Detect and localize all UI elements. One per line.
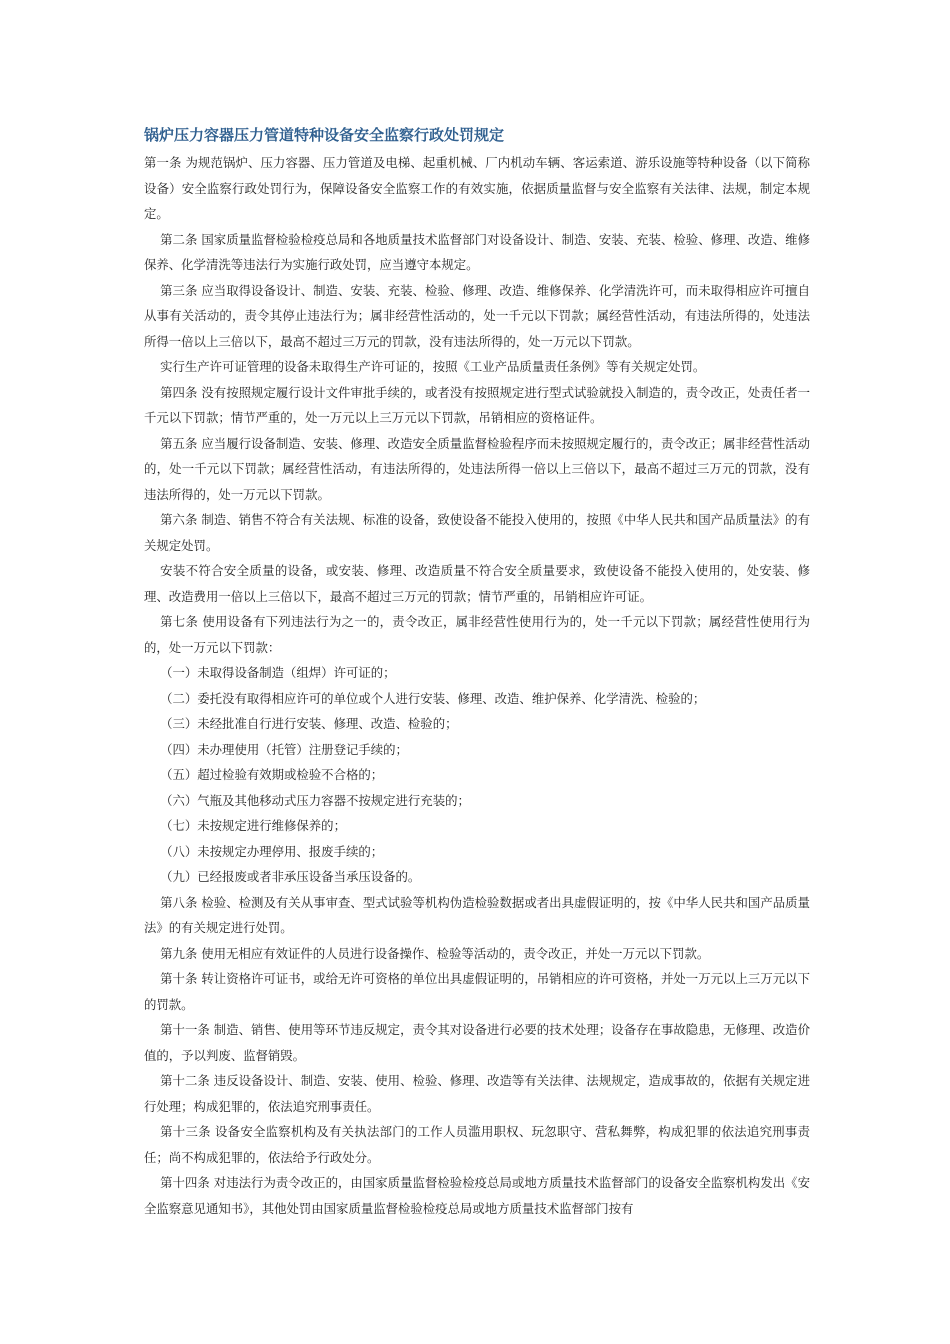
article-7-item-3: （三）未经批准自行进行安装、修理、改造、检验的； (160, 716, 458, 731)
article-7-item-9: （九）已经报废或者非承压设备当承压设备的。 (160, 869, 421, 884)
document-title: 锅炉压力容器压力管道特种设备安全监察行政处罚规定 (144, 126, 505, 144)
article-3: 第三条 应当取得设备设计、制造、安装、充装、检验、修理、改造、维修保养、化学清洗许可，而未取得相应许可擅自从事有关活动的，责令其停止违法行为；属非经营性活动的，处一千元以下罚款；属经营性活动，有违法所得的，处违法所得一倍以上三倍以下，最高不超过三万元的罚款，没有违法所得的，处一万元以下罚款。 (144, 282, 810, 349)
article-7-item-7: （七）未按规定进行维修保养的； (160, 818, 346, 833)
article-6-supplement: 安装不符合安全质量的设备，或安装、修理、改造质量不符合安全质量要求，致使设备不能投入使用的，处安装、修理、改造费用一倍以上三倍以下，最高不超过三万元的罚款；情节严重的，吊销相应许可证。 (144, 563, 810, 604)
article-14: 第十四条 对违法行为责令改正的，由国家质量监督检验检疫总局或地方质量技术监督部门的设备安全监察机构发出《安全监察意见通知书》，其他处罚由国家质量监督检验检疫总局或地方质量技术监督部门按有 (144, 1175, 810, 1216)
article-11: 第十一条 制造、销售、使用等环节违反规定，责令其对设备进行必要的技术处理；设备存在事故隐患，无修理、改造价值的，予以判废、监督销毁。 (144, 1022, 810, 1063)
article-12: 第十二条 违反设备设计、制造、安装、使用、检验、修理、改造等有关法律、法规规定，造成事故的，依据有关规定进行处理；构成犯罪的，依法追究刑事责任。 (144, 1073, 810, 1114)
article-7-item-1: （一）未取得设备制造（组焊）许可证的； (160, 665, 396, 680)
article-6: 第六条 制造、销售不符合有关法规、标准的设备，致使设备不能投入使用的，按照《中华人民共和国产品质量法》的有关规定处罚。 (144, 512, 810, 553)
article-7-item-4: （四）未办理使用（托管）注册登记手续的； (160, 741, 408, 757)
article-7-item-5: （五）超过检验有效期或检验不合格的； (160, 767, 384, 782)
article-7-item-2: （二）委托没有取得相应许可的单位或个人进行安装、修理、改造、维护保养、化学清洗、检验的； (160, 690, 706, 706)
article-4: 第四条 没有按照规定履行设计文件审批手续的，或者没有按照规定进行型式试验就投入制造的，责令改正，处责任者一千元以下罚款；情节严重的，处一万元以上三万元以下罚款，吊销相应的资格证件。 (144, 384, 810, 425)
article-2: 第二条 国家质量监督检验检疫总局和各地质量技术监督部门对设备设计、制造、安装、充装、检验、修理、改造、维修保养、化学清洗等违法行为实施行政处罚，应当遵守本规定。 (144, 231, 810, 272)
article-5: 第五条 应当履行设备制造、安装、修理、改造安全质量监督检验程序而未按照规定履行的，责令改正；属非经营性活动的，处一千元以下罚款；属经营性活动，有违法所得的，处违法所得一倍以上三倍以下，最高不超过三万元的罚款，没有违法所得的，处一万元以下罚款。 (144, 435, 810, 502)
article-13: 第十三条 设备安全监察机构及有关执法部门的工作人员滥用职权、玩忽职守、营私舞弊，构成犯罪的依法追究刑事责任；尚不构成犯罪的，依法给予行政处分。 (144, 1124, 810, 1165)
article-3-supplement: 实行生产许可证管理的设备未取得生产许可证的，按照《工业产品质量责任条例》等有关规定处罚。 (160, 359, 706, 374)
article-7: 第七条 使用设备有下列违法行为之一的，责令改正，属非经营性使用行为的，处一千元以下罚款；属经营性使用行为的，处一万元以下罚款： (144, 614, 810, 655)
article-7-item-8: （八）未按规定办理停用、报废手续的； (160, 843, 384, 859)
article-1: 第一条 为规范锅炉、压力容器、压力管道及电梯、起重机械、厂内机动车辆、客运索道、游乐设施等特种设备（以下简称设备）安全监察行政处罚行为，保障设备安全监察工作的有效实施，依据质量监督与安全监察有关法律、法规，制定本规定。 (144, 155, 810, 221)
article-9: 第九条 使用无相应有效证件的人员进行设备操作、检验等活动的，责令改正，并处一万元以下罚款。 (160, 945, 710, 961)
article-10: 第十条 转让资格许可证书，或给无许可资格的单位出具虚假证明的，吊销相应的许可资格，并处一万元以上三万元以下的罚款。 (144, 971, 810, 1012)
article-7-item-6: （六）气瓶及其他移动式压力容器不按规定进行充装的； (160, 792, 470, 808)
document-page (144, 122, 810, 1221)
article-8: 第八条 检验、检测及有关从事审查、型式试验等机构伪造检验数据或者出具虚假证明的，按《中华人民共和国产品质量法》的有关规定进行处罚。 (144, 894, 810, 935)
